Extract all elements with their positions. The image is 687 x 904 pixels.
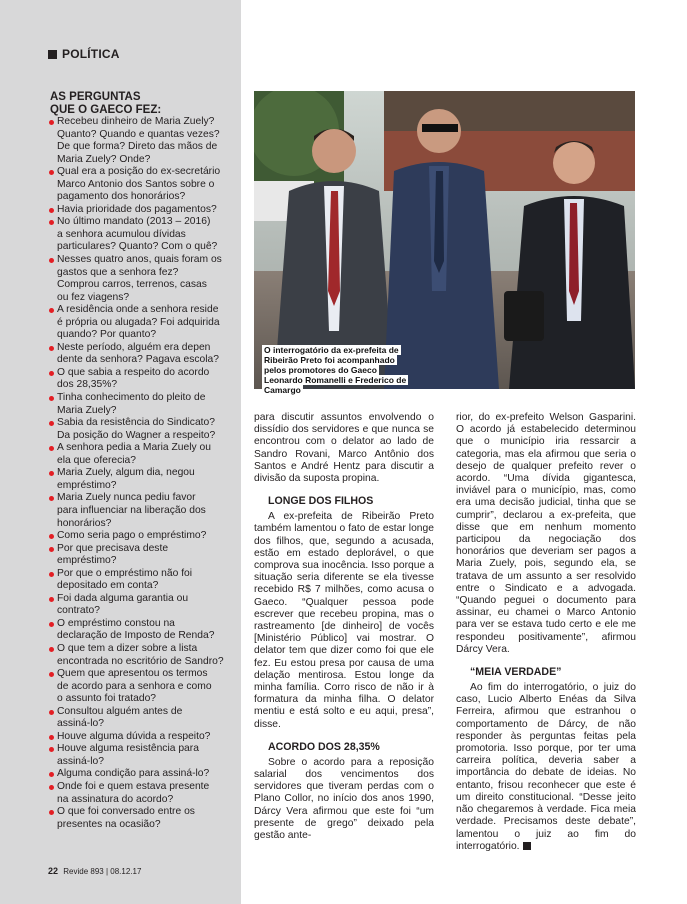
page-footer — [48, 866, 141, 876]
section-label — [48, 47, 120, 61]
question-item: Neste período, alguém era depen dente da senhora? Pagava escola? — [48, 342, 234, 367]
question-item: O que foi conversado entre os presentes na ocasião? — [48, 806, 234, 831]
question-item: Nesses quatro anos, quais foram os gastos que a senhora fez? Comprou carros, terrenos, casas ou fez viagens? — [48, 254, 234, 304]
section-square-icon — [48, 50, 57, 59]
question-item: Havia prioridade dos pagamentos? — [48, 204, 234, 217]
question-item: Foi dada alguma garantia ou contrato? — [48, 593, 234, 618]
article-paragraph: Sobre o acordo para a reposição salarial dos vencimentos dos servidores que tiveram perdas com o Plano Collor, no início dos anos 1990, Dárcy Vera afirmou que este foi “um presente de grego” deixado pela gestão ante- — [254, 756, 434, 842]
article-column-2 — [456, 412, 636, 853]
page-number: 22 — [48, 866, 59, 876]
questions-list — [48, 116, 234, 831]
article-paragraph-text: Ao fim do interrogatório, o juiz do caso, Lucio Alberto Enéas da Silva Ferreira, afirmou que estranhou o comportamento de Dárcy, de não responder às perguntas feitas pela promotoria. Isso porque, por ter uma carreira política, deveria saber a importância do debate de ideias. No entanto, frisou reconhecer que este é um direito constitucional. “Desse jeito não chegaremos à verdade. Fica meia verdade. Precisamos deste debate”, lamentou o juiz ao fim do interrogatório. — [456, 682, 636, 852]
question-item: Houve alguma resistência para assiná-lo? — [48, 743, 234, 768]
question-item: Onde foi e quem estava presente na assinatura do acordo? — [48, 781, 234, 806]
article-column-1 — [254, 412, 434, 842]
photo-caption-text: O interrogatório da ex-prefeita de Ribeirão Preto foi acompanhado pelos promotores do Gaeco Leonardo Romanelli e Frederico de Camargo — [264, 345, 407, 395]
question-item: Quem que apresentou os termos de acordo para a senhora e como o assunto foi tratado? — [48, 668, 234, 706]
question-item: No último mandato (2013 – 2016) a senhora acumulou dívidas particulares? Quanto? Com o quê? — [48, 216, 234, 254]
question-item: Como seria pago o empréstimo? — [48, 530, 234, 543]
question-item: Qual era a posição do ex-secretário Marco Antonio dos Santos sobre o pagamento dos honorários? — [48, 166, 234, 204]
question-item: Por que o empréstimo não foi depositado em conta? — [48, 568, 234, 593]
question-item: Maria Zuely nunca pediu favor para influenciar na liberação dos honorários? — [48, 492, 234, 530]
article-paragraph — [456, 682, 636, 853]
question-item: Tinha conhecimento do pleito de Maria Zuely? — [48, 392, 234, 417]
question-item: Por que precisava deste empréstimo? — [48, 543, 234, 568]
question-item: O que sabia a respeito do acordo dos 28,35%? — [48, 367, 234, 392]
question-item: O empréstimo constou na declaração de Imposto de Renda? — [48, 618, 234, 643]
question-item: Alguma condição para assiná-lo? — [48, 768, 234, 781]
question-item: A residência onde a senhora reside é própria ou alugada? Foi adquirida quando? Por quanto? — [48, 304, 234, 342]
question-item: A senhora pedia a Maria Zuely ou ela que oferecia? — [48, 442, 234, 467]
question-item: Recebeu dinheiro de Maria Zuely? Quanto? Quando e quantas vezes? De que forma? Direto das mãos de Maria Zuely? Onde? — [48, 116, 234, 166]
issue-info: Revide 893 | 08.12.17 — [63, 867, 142, 876]
question-item: Houve alguma dúvida a respeito? — [48, 731, 234, 744]
photo-caption — [262, 345, 407, 395]
questions-title: AS PERGUNTAS QUE O GAECO FEZ: — [50, 91, 162, 116]
subheading-acordo: ACORDO DOS 28,35% — [268, 740, 380, 753]
article-paragraph: A ex-prefeita de Ribeirão Preto também lamentou o fato de estar longe dos filhos, que, segundo a acusada, estão em estado deplorável, o que comprova sua inocência. Isso porque a situação seria diferente se ela tivesse recebido R$ 7 milhões, como acusa o Gaeco. “Qualquer pessoa pode escrever que recebeu propina, mas o rastreamento [de dinheiro] de vocês [Ministério Público] vai mostrar. O delator tem que dizer como foi que ele fez. Eu estou presa por causa de uma delação mentirosa. Estou longe da minha família. Corro risco de não ir à formatura da minha filha. O delator mentiu e está solto e eu aqui, presa”, disse. — [254, 511, 434, 730]
subheading-longe-dos-filhos: LONGE DOS FILHOS — [268, 495, 374, 508]
end-mark-icon — [523, 842, 531, 850]
subheading-meia-verdade: “MEIA VERDADE” — [470, 666, 562, 679]
question-item: Sabia da resistência do Sindicato? Da posição do Wagner a respeito? — [48, 417, 234, 442]
question-item: O que tem a dizer sobre a lista encontrada no escritório de Sandro? — [48, 643, 234, 668]
article-paragraph: para discutir assuntos envolvendo o dissídio dos servidores e que nunca se encontrou com o delator ao lado de Sandro Rovani, Marco Antônio dos Santos e André Hentz para discutir a divisão da suposta propina. — [254, 412, 434, 485]
article-paragraph: rior, do ex-prefeito Welson Gasparini. O acordo já estabelecido determinou que o município iria ressarcir a categoria, mas ela afirmou que seria o desejo de qualquer prefeito rever o acordo. “Uma dívida gigantesca, inviável para o município, mas, como era uma decisão judicial, tinha que se cumprir”, declarou a ex-prefeita, que disse que em nenhum momento participou da negociação dos honorários que deveriam ser pagos a Maria Zuely, pois, segundo ela, se tratava de um assunto a ser resolvido entre o Sindicato e a advogada. “Quando peguei o documento para assinar, eu chamei o Marco Antonio para ver se estava tudo certo e ele me respondeu positivamente”, afirmou Dárcy Vera. — [456, 412, 636, 655]
section-name: POLÍTICA — [62, 47, 120, 61]
question-item: Maria Zuely, algum dia, negou empréstimo? — [48, 467, 234, 492]
question-item: Consultou alguém antes de assiná-lo? — [48, 706, 234, 731]
